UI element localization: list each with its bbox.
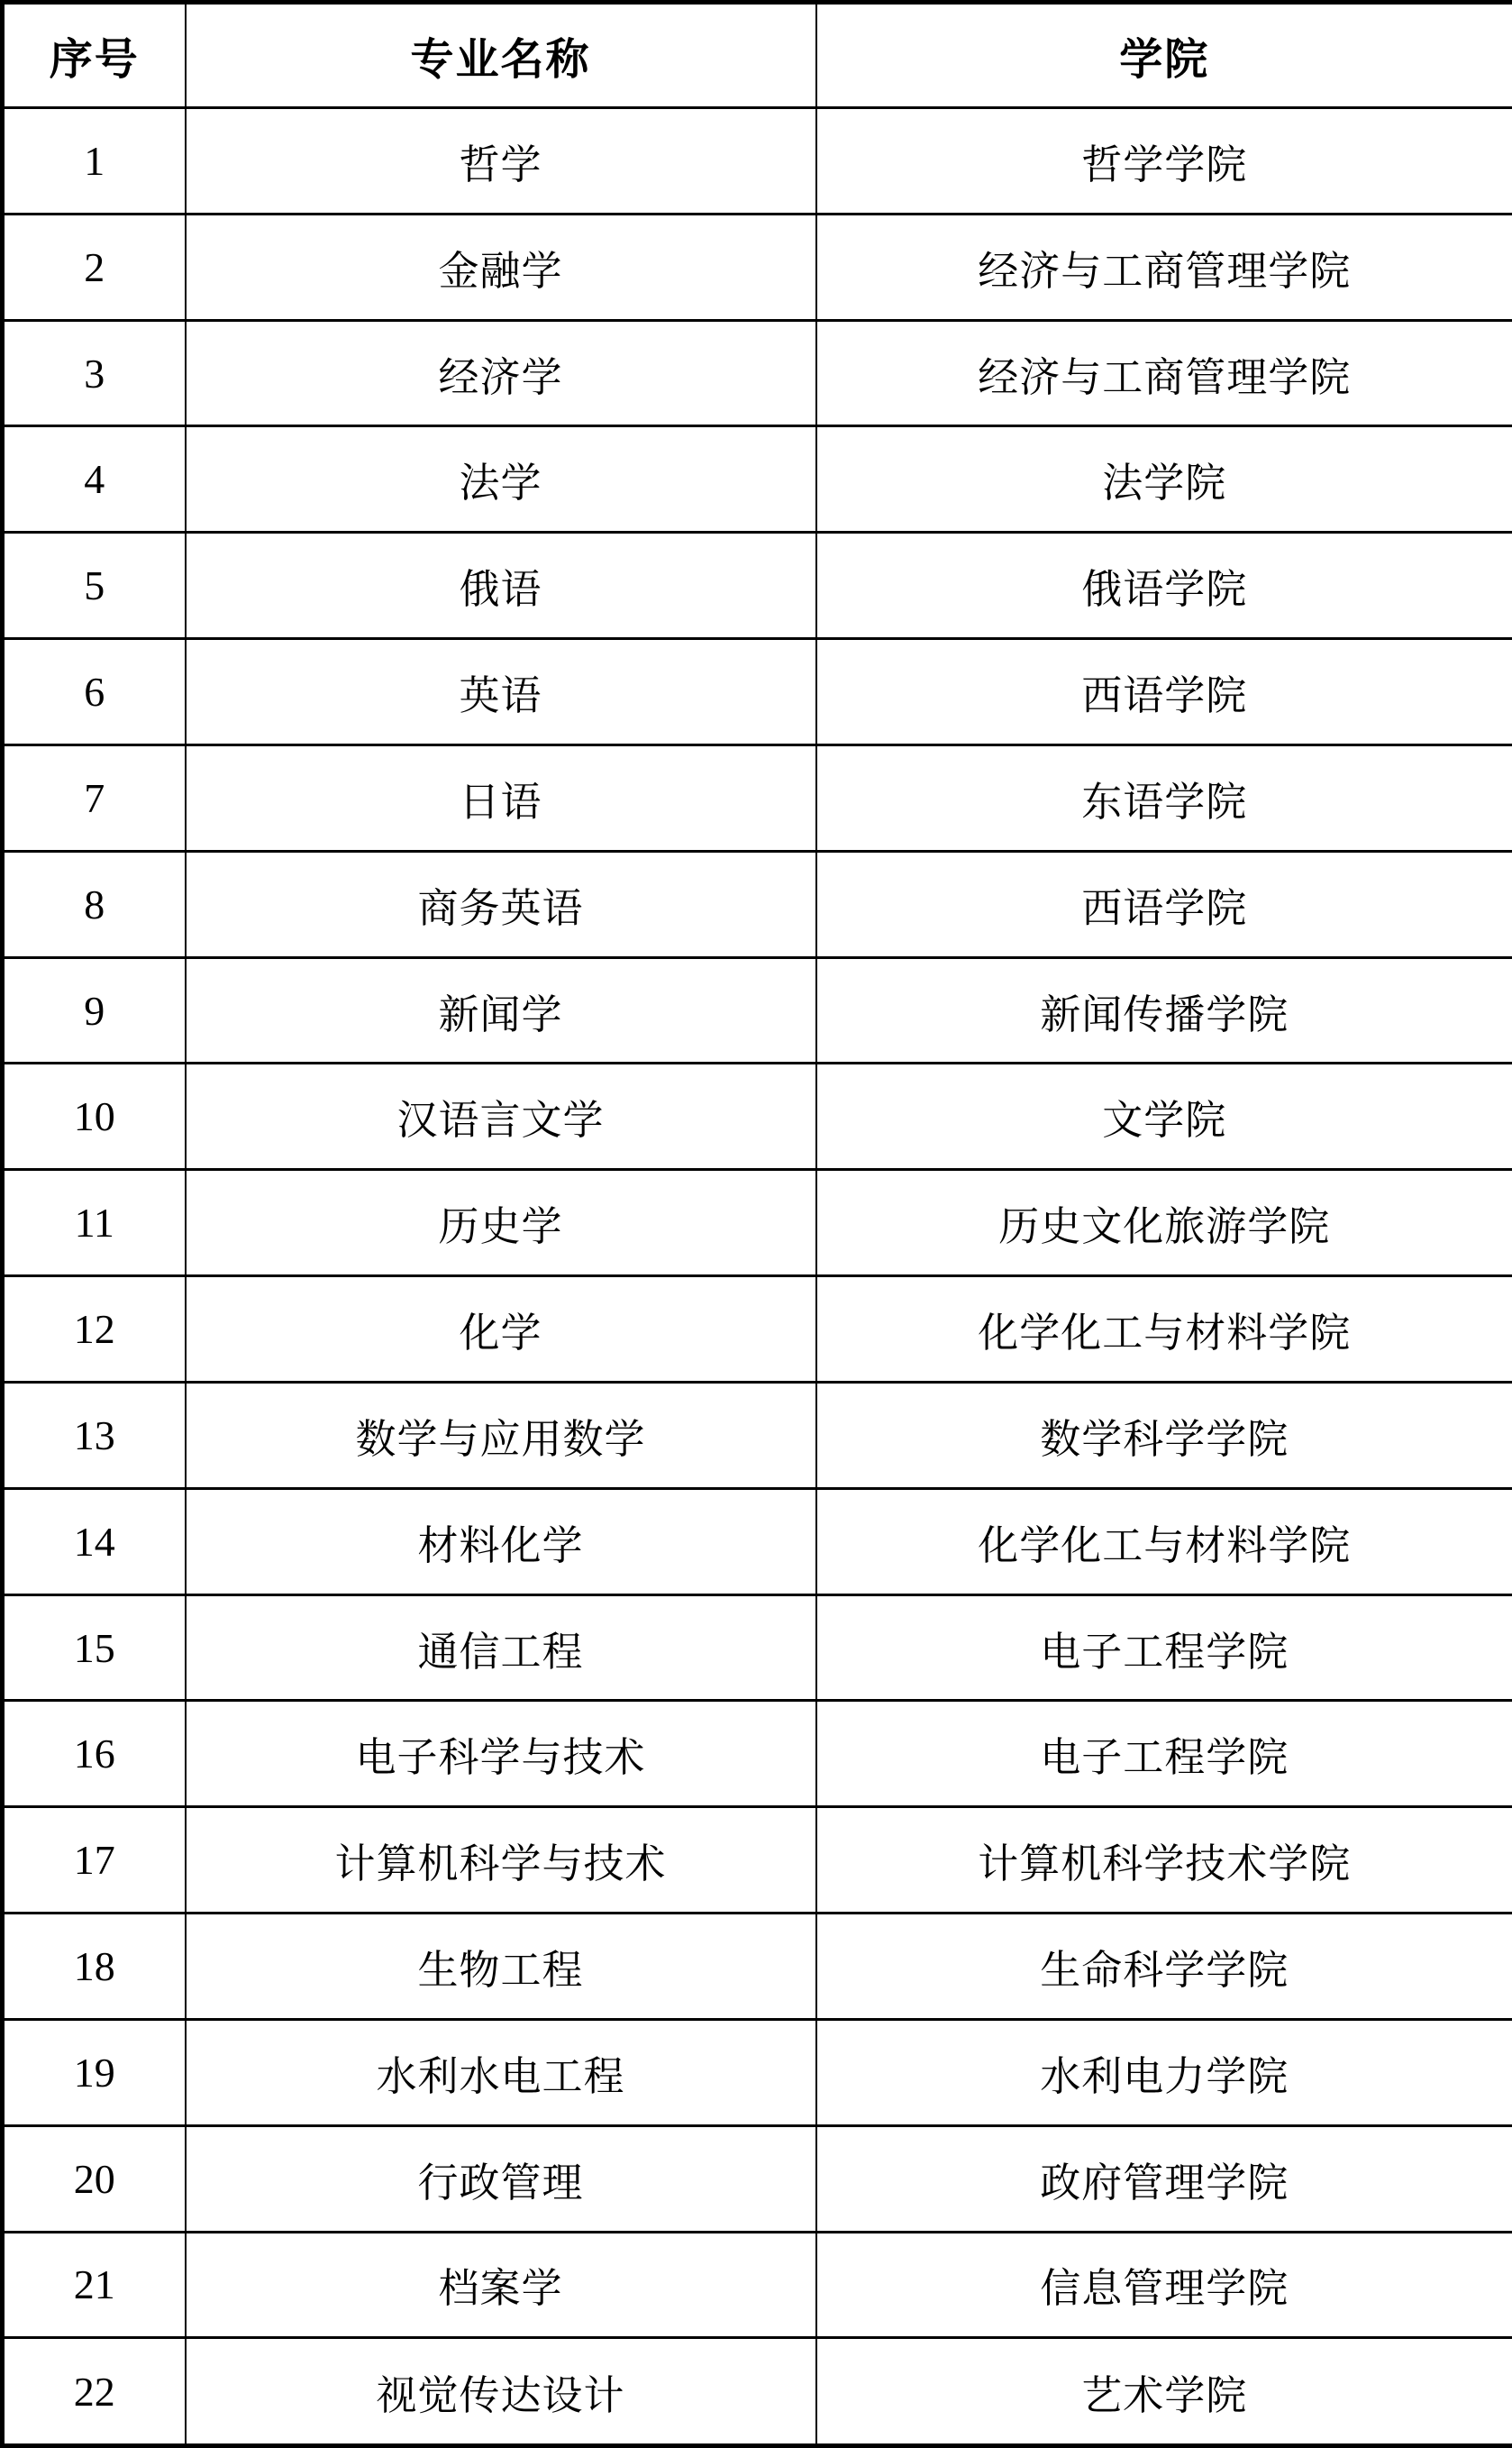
serial-number-cell: 5 bbox=[3, 533, 186, 639]
college-cell: 水利电力学院 bbox=[816, 2019, 1512, 2125]
major-name-cell: 新闻学 bbox=[186, 957, 816, 1064]
college-cell: 电子工程学院 bbox=[816, 1594, 1512, 1701]
college-cell: 艺术学院 bbox=[816, 2338, 1512, 2446]
table-row bbox=[3, 1701, 1512, 1807]
serial-number-cell: 6 bbox=[3, 639, 186, 745]
serial-number-cell: 14 bbox=[3, 1488, 186, 1594]
college-cell: 东语学院 bbox=[816, 744, 1512, 851]
serial-number-cell: 17 bbox=[3, 1807, 186, 1914]
table-row bbox=[3, 744, 1512, 851]
major-name-cell: 数学与应用数学 bbox=[186, 1382, 816, 1488]
major-name-cell: 水利水电工程 bbox=[186, 2019, 816, 2125]
college-cell: 西语学院 bbox=[816, 851, 1512, 957]
major-name-cell: 视觉传达设计 bbox=[186, 2338, 816, 2446]
table-header bbox=[3, 3, 1512, 108]
serial-number-cell: 3 bbox=[3, 320, 186, 426]
table-row bbox=[3, 2019, 1512, 2125]
college-cell: 政府管理学院 bbox=[816, 2125, 1512, 2232]
table-row bbox=[3, 2125, 1512, 2232]
serial-number-cell: 10 bbox=[3, 1064, 186, 1170]
major-name-cell: 金融学 bbox=[186, 214, 816, 320]
serial-number-cell: 9 bbox=[3, 957, 186, 1064]
college-cell: 化学化工与材料学院 bbox=[816, 1488, 1512, 1594]
major-name-cell: 电子科学与技术 bbox=[186, 1701, 816, 1807]
college-cell: 文学院 bbox=[816, 1064, 1512, 1170]
table-row bbox=[3, 533, 1512, 639]
serial-number-cell: 15 bbox=[3, 1594, 186, 1701]
table-row bbox=[3, 1488, 1512, 1594]
college-cell: 生命科学学院 bbox=[816, 1914, 1512, 2020]
header-college: 学院 bbox=[816, 3, 1512, 108]
college-cell: 法学院 bbox=[816, 426, 1512, 533]
major-name-cell: 档案学 bbox=[186, 2232, 816, 2338]
college-cell: 电子工程学院 bbox=[816, 1701, 1512, 1807]
college-cell: 俄语学院 bbox=[816, 533, 1512, 639]
college-cell: 计算机科学技术学院 bbox=[816, 1807, 1512, 1914]
table-row bbox=[3, 1276, 1512, 1383]
college-cell: 西语学院 bbox=[816, 639, 1512, 745]
major-name-cell: 计算机科学与技术 bbox=[186, 1807, 816, 1914]
header-major-name: 专业名称 bbox=[186, 3, 816, 108]
college-cell: 新闻传播学院 bbox=[816, 957, 1512, 1064]
major-name-cell: 俄语 bbox=[186, 533, 816, 639]
serial-number-cell: 22 bbox=[3, 2338, 186, 2446]
table-row bbox=[3, 1807, 1512, 1914]
serial-number-cell: 4 bbox=[3, 426, 186, 533]
table-row bbox=[3, 851, 1512, 957]
serial-number-cell: 2 bbox=[3, 214, 186, 320]
table-row bbox=[3, 2338, 1512, 2446]
serial-number-cell: 21 bbox=[3, 2232, 186, 2338]
header-row bbox=[3, 3, 1512, 108]
major-name-cell: 汉语言文学 bbox=[186, 1064, 816, 1170]
table-row bbox=[3, 957, 1512, 1064]
table-row bbox=[3, 108, 1512, 215]
major-name-cell: 历史学 bbox=[186, 1170, 816, 1276]
table-row bbox=[3, 1382, 1512, 1488]
table-row bbox=[3, 320, 1512, 426]
major-name-cell: 日语 bbox=[186, 744, 816, 851]
major-name-cell: 通信工程 bbox=[186, 1594, 816, 1701]
major-name-cell: 材料化学 bbox=[186, 1488, 816, 1594]
college-cell: 数学科学学院 bbox=[816, 1382, 1512, 1488]
major-name-cell: 法学 bbox=[186, 426, 816, 533]
serial-number-cell: 13 bbox=[3, 1382, 186, 1488]
college-cell: 信息管理学院 bbox=[816, 2232, 1512, 2338]
major-name-cell: 商务英语 bbox=[186, 851, 816, 957]
table-row bbox=[3, 214, 1512, 320]
serial-number-cell: 12 bbox=[3, 1276, 186, 1383]
serial-number-cell: 7 bbox=[3, 744, 186, 851]
college-cell: 化学化工与材料学院 bbox=[816, 1276, 1512, 1383]
major-name-cell: 哲学 bbox=[186, 108, 816, 215]
table-row bbox=[3, 1914, 1512, 2020]
college-cell: 经济与工商管理学院 bbox=[816, 214, 1512, 320]
table-row bbox=[3, 639, 1512, 745]
major-name-cell: 经济学 bbox=[186, 320, 816, 426]
major-name-cell: 行政管理 bbox=[186, 2125, 816, 2232]
table-row bbox=[3, 1170, 1512, 1276]
college-cell: 哲学学院 bbox=[816, 108, 1512, 215]
college-cell: 历史文化旅游学院 bbox=[816, 1170, 1512, 1276]
major-name-cell: 生物工程 bbox=[186, 1914, 816, 2020]
header-serial-number: 序号 bbox=[3, 3, 186, 108]
serial-number-cell: 8 bbox=[3, 851, 186, 957]
table-row bbox=[3, 2232, 1512, 2338]
table-body bbox=[3, 108, 1512, 2446]
major-name-cell: 化学 bbox=[186, 1276, 816, 1383]
serial-number-cell: 20 bbox=[3, 2125, 186, 2232]
serial-number-cell: 18 bbox=[3, 1914, 186, 2020]
serial-number-cell: 11 bbox=[3, 1170, 186, 1276]
table-row bbox=[3, 426, 1512, 533]
major-name-cell: 英语 bbox=[186, 639, 816, 745]
college-cell: 经济与工商管理学院 bbox=[816, 320, 1512, 426]
serial-number-cell: 1 bbox=[3, 108, 186, 215]
serial-number-cell: 19 bbox=[3, 2019, 186, 2125]
table-row bbox=[3, 1064, 1512, 1170]
serial-number-cell: 16 bbox=[3, 1701, 186, 1807]
table-row bbox=[3, 1594, 1512, 1701]
